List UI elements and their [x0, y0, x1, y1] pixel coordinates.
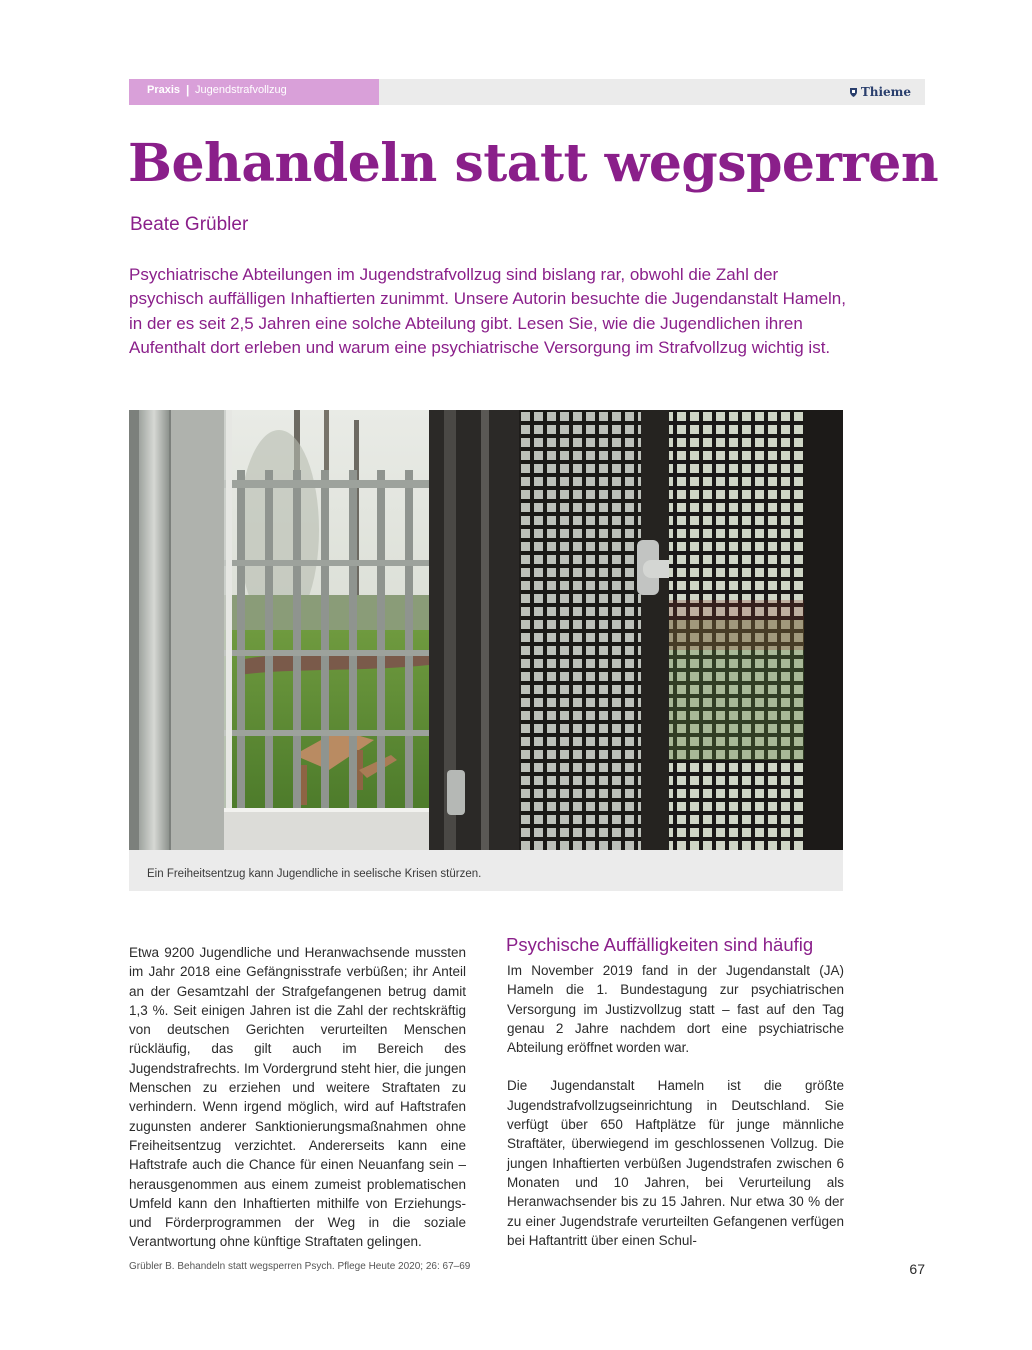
- body-column-left: [129, 943, 466, 1252]
- publisher-name: Thieme: [860, 85, 911, 99]
- thieme-crest-icon: [849, 87, 858, 98]
- section-label: Praxis: [147, 84, 181, 96]
- body-paragraph: Etwa 9200 Jugendliche und Heranwachsende mussten im Jahr 2018 eine Gefängnisstrafe verbüßen; ihr Anteil an der Gesamtzahl der Strafgefangenen betrug damit 1,3 %. Seit einigen Jahren ist die Zahl der rechtskräftig von deutschen Gerichten verurteilten Menschen rückläufig, das gilt auch im Bereich des Jugendstrafrechts. Im Vordergrund steht hier, die jungen Menschen zu erziehen und weitere Straftaten zu verhindern. Wenn irgend möglich, wird auf Haftstrafen zugunsten anderer Sanktionierungsmaßnahmen ohne Freiheitsentzug verzichtet. Andererseits kann eine Haftstrafe auch die Chance für einen Neuanfang sein – herausgenommen aus einem zumeist problematischen Umfeld kann den Inhaftierten mithilfe von Erziehungs- und Förderprogrammen der Weg in die soziale Verantwortung ohne künftige Straftaten gelingen.: [129, 945, 466, 1250]
- journal-header-bar: [129, 79, 925, 105]
- article-author: Beate Grübler: [130, 214, 249, 235]
- paragraph-spacer: [507, 1057, 844, 1076]
- publisher-logo: [849, 85, 911, 99]
- body-paragraph: Im November 2019 fand in der Jugendanstalt (JA) Hameln die 1. Bundestagung zur psychiatrischen Versorgung im Justizvollzug statt – fast auf den Tag genau 2 Jahre nachdem dort eine psychiatrische Abteilung eröffnet worden war.: [507, 963, 844, 1056]
- section-heading: Psychische Auffälligkeiten sind häufig: [506, 934, 814, 955]
- section-separator: |: [186, 83, 190, 97]
- subsection-label: Jugendstrafvollzug: [195, 84, 287, 96]
- body-paragraph: Die Jugendanstalt Hameln ist die größte Jugendstrafvollzugseinrichtung in Deutschland. Sie verfügt über 650 Haftplätze für junge männliche Straftäter, überwiegend im geschlossenen Vollzug. Die jungen Inhaftierten verbüßen Jugendstrafen zwischen 6 Monaten und 10 Jahren, bei Verurteilung als Heranwachsender bis zu 15 Jahren. Nur etwa 30 % der zu einer Jugendstrafe verurteilten Gefangenen verfügen bei Haftantritt über einen Schul-: [507, 1078, 844, 1248]
- page-number: 67: [909, 1261, 925, 1277]
- article-photo-barred-window: [129, 410, 843, 850]
- barred-window-illustration: [129, 410, 843, 850]
- article-title: Behandeln statt wegsperren: [128, 133, 939, 194]
- body-column-right: [507, 961, 844, 1250]
- article-lead: Psychiatrische Abteilungen im Jugendstrafvollzug sind bislang rar, obwohl die Zahl der psychisch auffälligen Inhaftierten zunimmt. Unsere Autorin besuchte die Jugendanstalt Hameln, in der es seit 2,5 Jahren eine solche Abteilung gibt. Lesen Sie, wie die Jugendlichen ihren Aufenthalt dort erleben und warum eine psychiatrische Versorgung im Strafvollzug wichtig ist.: [129, 265, 846, 357]
- section-tab: [129, 79, 379, 105]
- photo-caption: Ein Freiheitsentzug kann Jugendliche in seelische Krisen stürzen.: [147, 868, 482, 880]
- citation-footer: Grübler B. Behandeln statt wegsperren Psych. Pflege Heute 2020; 26: 67–69: [129, 1261, 471, 1272]
- photo-caption-box: [129, 850, 843, 891]
